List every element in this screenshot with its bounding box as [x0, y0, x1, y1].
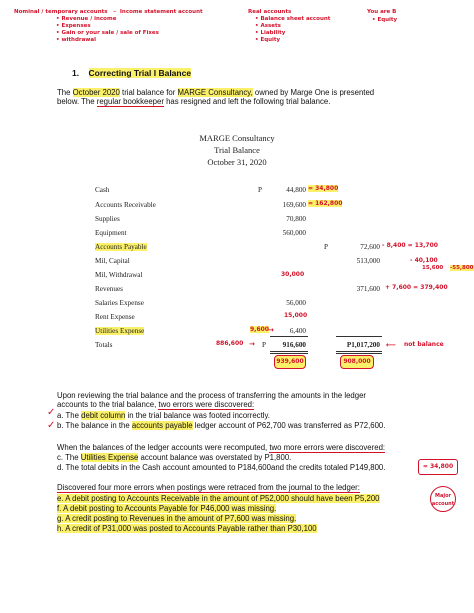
error-b: b. The balance in the accounts payable ledger account of P62,700 was transferred as P72,600. — [57, 421, 386, 430]
tb-row-name: Equipment — [95, 229, 127, 237]
anno-cash: = 34,800 — [308, 185, 339, 192]
anno-ap: - 8,400 = 13,700 — [382, 242, 438, 249]
anno-revenue: + 7,600 = 379,400 — [385, 284, 448, 291]
tb-debit-peso: P — [258, 186, 262, 194]
error-e: e. A debit posting to Accounts Receivable in the amount of P52,000 should have been P5,200 — [57, 494, 380, 503]
tb-row-name: Revenues — [95, 285, 123, 293]
tb-debit: 6,400 — [289, 327, 306, 335]
tb-header: MARGE Consultancy Trial Balance October 31, 2020 — [199, 133, 275, 167]
error-f: f. A debit posting to Accounts Payable for P46,000 was missing. — [57, 504, 277, 513]
anno-not-balance: not balance — [404, 341, 444, 348]
anno-util-arrow: → — [268, 326, 274, 334]
tb-debit: 560,000 — [282, 229, 306, 237]
note-nominal: Nominal / temporary accounts – Income statement account — [14, 9, 203, 15]
tb-row-name: Totals — [95, 341, 113, 349]
error-c: c. The Utilities Expense account balance was overstated by P1,800. — [57, 453, 292, 462]
anno-ar: = 162,800 — [308, 200, 343, 207]
check-icon: ✓ — [47, 420, 56, 431]
anno-withdrawal: 30,000 — [281, 271, 305, 278]
error-d: d. The total debits in the Cash account amounted to P184,600and the credits totaled P149,800. — [57, 463, 386, 472]
tb-row-name: Utilities Expense — [95, 327, 145, 335]
tb-row-name: Supplies — [95, 215, 120, 223]
tb-debit-double-rule — [270, 351, 308, 354]
anno-capital: - 40,100 — [410, 257, 438, 264]
tb-credit: 72,600 — [360, 243, 380, 251]
tb-debit: 169,600 — [282, 201, 306, 209]
tb-row-name: Mil, Withdrawal — [95, 271, 143, 279]
anno-util: 9,600 — [250, 326, 269, 333]
tb-total-credit: P1,017,200 — [346, 341, 380, 349]
error-h: h. A credit of P31,000 was posted to Accounts Payable rather than P30,100 — [57, 524, 317, 533]
anno-totals-left: 886,600 — [216, 340, 244, 347]
anno-circle-debit: 939,600 — [274, 355, 306, 369]
intro-paragraph: The October 2020 trial balance for MARGE Consultancy, owned by Marge One is presented below. The regular bookkeeper has resigned and left the following trial balance. — [57, 88, 375, 107]
tb-credit: 371,600 — [356, 285, 380, 293]
anno-capital-total: -55,800 — [450, 265, 474, 271]
anno-totals-arrow: → — [249, 340, 255, 348]
anno-circle-credit: 908,000 — [340, 355, 374, 369]
note-nominal-items: • Revenue / income • Expenses • Gain or your sale / sale of Fixes • withdrawal — [56, 16, 159, 43]
tb-debit: 70,800 — [286, 215, 306, 223]
anno-cash-balance: = 34,800 — [418, 459, 458, 475]
tb-total-debit: 916,600 — [282, 341, 306, 349]
tb-credit: 513,000 — [356, 257, 380, 265]
note-you: You are B — [367, 9, 397, 15]
tb-credit-double-rule — [336, 351, 382, 354]
tb-row-name: Mil, Capital — [95, 257, 130, 265]
tb-row-name: Salaries Expense — [95, 299, 144, 307]
tb-debit-rule — [270, 336, 308, 337]
tb-row-name: Rent Expense — [95, 313, 135, 321]
review-paragraph: Upon reviewing the trial balance and the process of transferring the amounts in the ledger accounts to the trial balance, two errors were discovered: — [57, 391, 367, 410]
error-a: a. The debit column in the trial balance was footed incorrectly. — [57, 411, 270, 420]
tb-total-debit-peso: P — [262, 341, 266, 349]
note-you-item: • Equity — [372, 17, 398, 23]
anno-not-balance-arrow: ⟵ — [386, 341, 397, 349]
anno-rent: 15,000 — [284, 312, 308, 319]
tb-credit-peso: P — [324, 243, 328, 251]
check-icon: ✓ — [47, 407, 56, 418]
section-heading: 1. Correcting Trial I Balance — [72, 68, 192, 78]
retrace-paragraph: Discovered four more errors when postings were retraced from the journal to the ledger: — [57, 483, 360, 492]
tb-row-name: Accounts Receivable — [95, 201, 156, 209]
error-g: g. A credit posting to Revenues in the amount of P7,600 was missing. — [57, 514, 297, 523]
anno-major-account: Major account — [430, 486, 456, 512]
tb-debit: 56,000 — [286, 299, 306, 307]
tb-debit: 44,800 — [286, 186, 306, 194]
note-real-items: • Balance sheet account • Assets • Liability • Equity — [255, 16, 331, 43]
tb-row-name: Cash — [95, 186, 110, 194]
note-real: Real accounts — [248, 9, 292, 15]
tb-row-name: Accounts Payable — [95, 243, 147, 251]
tb-credit-rule — [336, 336, 382, 337]
anno-capital-far: 15,600 — [422, 265, 444, 271]
recompute-paragraph: When the balances of the ledger accounts were recomputed, two more errors were discovered: — [57, 443, 386, 452]
